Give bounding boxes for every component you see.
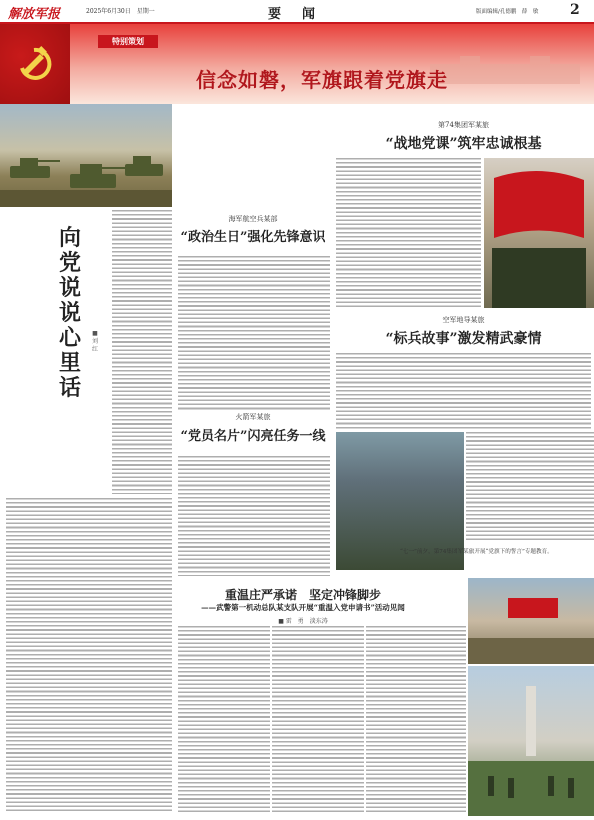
red-flag-icon [484, 158, 594, 308]
tank-silhouettes [0, 104, 172, 207]
story-kicker: 海军航空兵某部 [228, 215, 278, 223]
photo-flag-oath [484, 158, 594, 308]
newspaper-brand: 解放军报 [8, 7, 61, 22]
story-kicker: 第74集团军某旅 [438, 121, 489, 129]
bottom-story-byline: ■ 雷 勇 淡东涛 [278, 618, 328, 625]
red-flag-icon [468, 578, 594, 664]
story-kicker: 火箭军某旅 [235, 413, 271, 421]
story-body [336, 353, 591, 431]
photo-monument-ceremony [468, 666, 594, 816]
party-emblem-icon [14, 42, 54, 82]
story-title: “标兵故事”激发精武豪情 [385, 331, 542, 347]
vertical-title: 向党说说心里话 [58, 225, 81, 401]
photo-caption: “七一”前夕，第74集团军某旅开展“党旗下的誓言”专题教育。 [400, 549, 553, 555]
story-body [466, 432, 594, 542]
story-body [178, 456, 330, 576]
bottom-story-body [366, 626, 466, 812]
story-body [336, 158, 481, 308]
left-byline: ■ 刘 红 [91, 330, 105, 353]
story-kicker: 空军地导某旅 [442, 316, 485, 324]
bottom-story-body [178, 626, 270, 812]
dateline: 2025年6月30日 星期一 [86, 8, 155, 15]
photo-armored-vehicles [0, 104, 172, 207]
bottom-story-subtitle: ——武警第一机动总队某支队开展“重温入党申请书”活动见闻 [201, 603, 405, 612]
feature-headline: 信念如磐，军旗跟着党旗走 [196, 68, 448, 92]
photo-exhibition [468, 578, 594, 664]
page-editors: 版面编辑/孔德鹏 薛 敏 [476, 9, 539, 15]
story-title: “战地党课”筑牢忠诚根基 [385, 136, 542, 152]
bottom-story-body [272, 626, 364, 812]
left-body-text [6, 498, 172, 812]
monument-silhouette [468, 666, 594, 816]
story-title: “政治生日”强化先锋意识 [180, 230, 326, 245]
section-title: 要 闻 [268, 7, 320, 22]
gate-silhouette [430, 34, 580, 84]
story-body [178, 256, 330, 412]
feature-tag: 特别策划 [98, 35, 158, 48]
left-intro-text [112, 210, 172, 494]
page-number: 2 [570, 2, 580, 18]
story-title: “党员名片”闪亮任务一线 [180, 429, 326, 444]
bottom-story-title: 重温庄严承诺 坚定冲锋脚步 [224, 588, 381, 602]
